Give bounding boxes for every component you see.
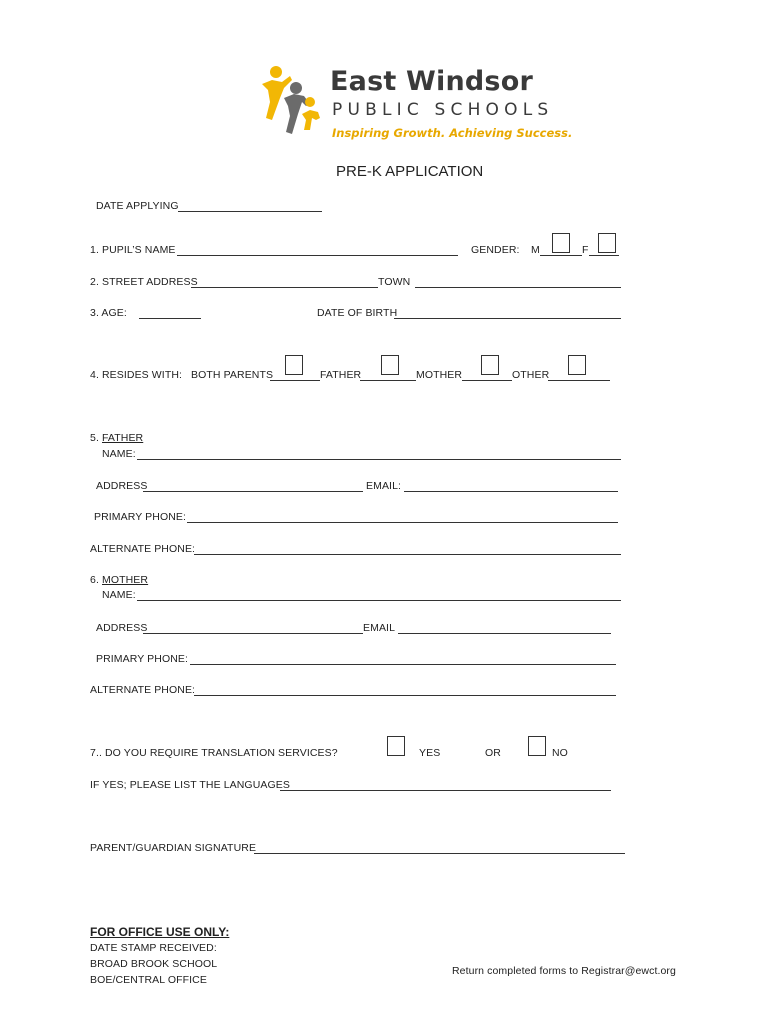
date-applying-field[interactable] [178, 211, 322, 212]
form-title: PRE-K APPLICATION [336, 163, 484, 180]
father-section-heading [90, 432, 143, 444]
office-use-heading: FOR OFFICE USE ONLY: [90, 925, 230, 939]
both-parents-label: BOTH PARENTS [191, 369, 274, 381]
father-address-label: ADDRESS [96, 480, 148, 492]
street-address-label: 2. STREET ADDRESS [90, 276, 198, 288]
languages-label: IF YES; PLEASE LIST THE LANGUAGES [90, 779, 290, 791]
date-applying-label: DATE APPLYING [96, 200, 179, 212]
town-field[interactable] [415, 287, 621, 288]
signature-label: PARENT/GUARDIAN SIGNATURE [90, 842, 257, 854]
logo-school-name: East Windsor [330, 66, 533, 97]
mother-email-field[interactable] [398, 633, 611, 634]
office-date-stamp: DATE STAMP RECEIVED: [90, 942, 217, 954]
father-email-label: EMAIL: [366, 480, 402, 492]
translation-yes-checkbox[interactable] [387, 736, 405, 756]
gender-m-line [540, 255, 582, 256]
school-logo [258, 62, 573, 144]
mother-email-label: EMAIL [363, 622, 396, 634]
father-option-line [360, 380, 416, 381]
mother-option-label: MOTHER [416, 369, 463, 381]
mother-section-number: 6. [90, 574, 99, 586]
mother-address-field[interactable] [143, 633, 363, 634]
both-parents-checkbox[interactable] [285, 355, 303, 375]
other-option-label: OTHER [512, 369, 550, 381]
resides-with-label: 4. RESIDES WITH: [90, 369, 183, 381]
other-option-checkbox[interactable] [568, 355, 586, 375]
mother-alternate-phone-label: ALTERNATE PHONE: [90, 684, 196, 696]
logo-public-schools: PUBLIC SCHOOLS [332, 100, 554, 120]
father-option-label: FATHER [320, 369, 362, 381]
mother-name-label: NAME: [102, 589, 136, 601]
gender-f-label: F [582, 244, 589, 256]
mother-alternate-phone-field[interactable] [194, 695, 616, 696]
mother-primary-phone-field[interactable] [190, 664, 616, 665]
mother-section-heading [90, 574, 148, 586]
translation-yes-label: YES [419, 747, 441, 759]
father-section-number: 5. [90, 432, 99, 444]
father-name-field[interactable] [137, 459, 621, 460]
both-parents-line [270, 380, 320, 381]
mother-address-label: ADDRESS [96, 622, 148, 634]
mother-section-title: MOTHER [102, 574, 149, 586]
father-name-label: NAME: [102, 448, 136, 460]
father-address-field[interactable] [143, 491, 363, 492]
father-primary-phone-label: PRIMARY PHONE: [94, 511, 187, 523]
gender-label: GENDER: [471, 244, 520, 256]
translation-or-label: OR [485, 747, 501, 759]
translation-no-checkbox[interactable] [528, 736, 546, 756]
dob-field[interactable] [394, 318, 621, 319]
office-boe: BOE/CENTRAL OFFICE [90, 974, 207, 986]
father-email-field[interactable] [404, 491, 618, 492]
other-option-line [548, 380, 610, 381]
logo-tagline: Inspiring Growth. Achieving Success. [332, 126, 573, 140]
mother-name-field[interactable] [137, 600, 621, 601]
father-primary-phone-field[interactable] [187, 522, 618, 523]
mother-primary-phone-label: PRIMARY PHONE: [96, 653, 189, 665]
age-label: 3. AGE: [90, 307, 127, 319]
people-figures-icon [258, 64, 328, 136]
signature-field[interactable] [254, 853, 625, 854]
return-instructions: Return completed forms to Registrar@ewct.org [452, 965, 676, 977]
dob-label: DATE OF BIRTH [317, 307, 398, 319]
translation-question: 7.. DO YOU REQUIRE TRANSLATION SERVICES? [90, 747, 338, 759]
street-address-field[interactable] [191, 287, 378, 288]
pupil-name-field[interactable] [177, 255, 458, 256]
pupil-name-label: 1. PUPIL’S NAME [90, 244, 176, 256]
age-field[interactable] [139, 318, 201, 319]
father-alternate-phone-label: ALTERNATE PHONE: [90, 543, 196, 555]
father-section-title: FATHER [102, 432, 144, 444]
mother-option-checkbox[interactable] [481, 355, 499, 375]
gender-m-label: M [531, 244, 540, 256]
gender-f-checkbox[interactable] [598, 233, 616, 253]
gender-f-line [589, 255, 619, 256]
office-broad-brook: BROAD BROOK SCHOOL [90, 958, 218, 970]
father-option-checkbox[interactable] [381, 355, 399, 375]
gender-m-checkbox[interactable] [552, 233, 570, 253]
translation-no-label: NO [552, 747, 568, 759]
father-alternate-phone-field[interactable] [194, 554, 621, 555]
languages-field[interactable] [280, 790, 611, 791]
mother-option-line [462, 380, 512, 381]
town-label: TOWN [378, 276, 411, 288]
